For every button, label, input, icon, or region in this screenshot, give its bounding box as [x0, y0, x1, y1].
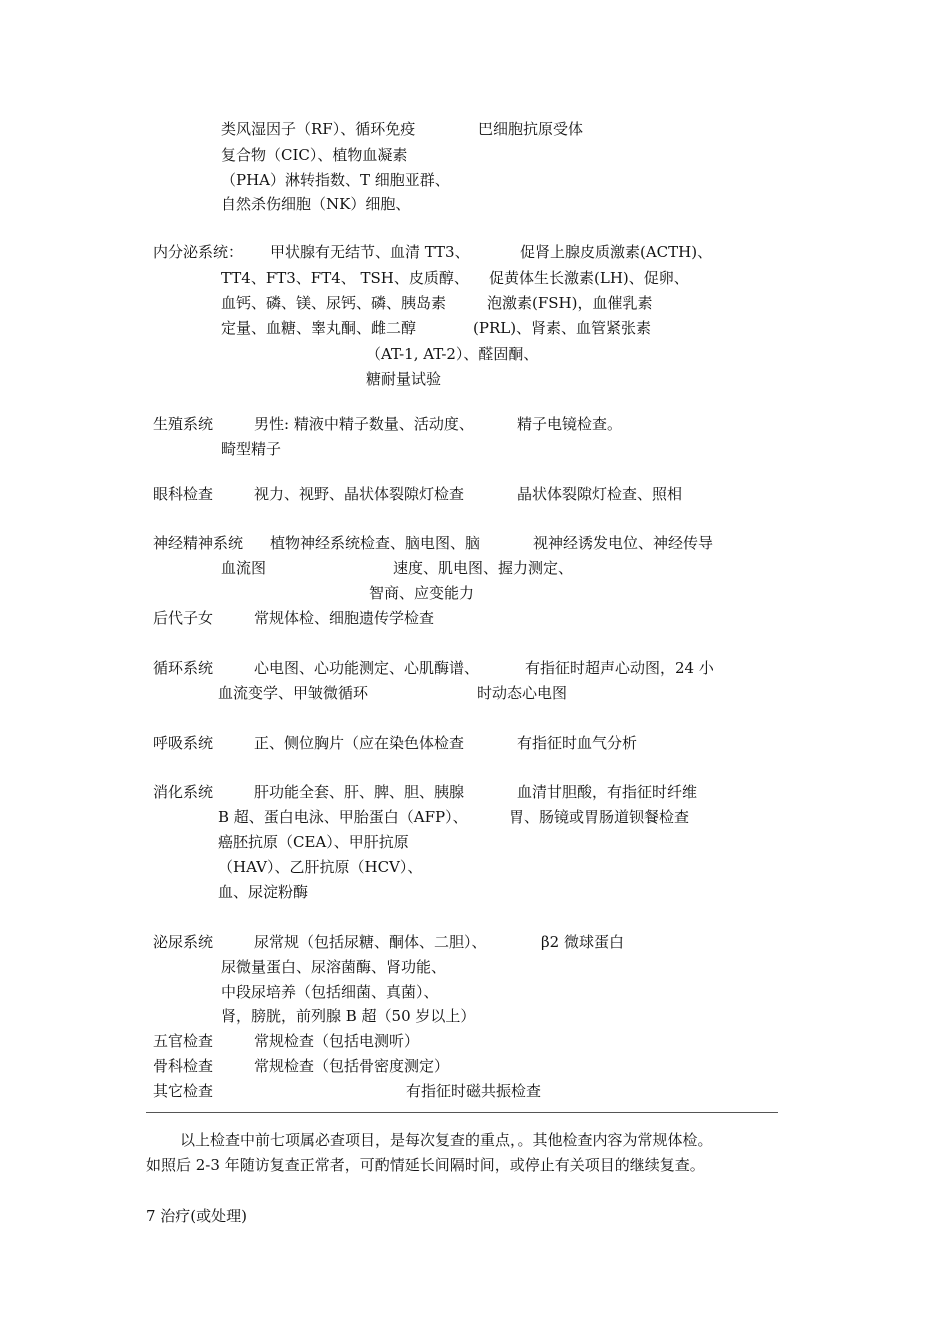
paragraph-line: 以上检查中前七项属必查项目，是每次复查的重点，。其他检查内容为常规体检。 [180, 1131, 713, 1149]
section-label: 五官检查 [153, 1032, 214, 1050]
text-line: 癌胚抗原（CEA）、甲肝抗原 [218, 833, 409, 851]
text-line: 促肾上腺皮质激素(ACTH)、 [520, 243, 713, 261]
text-line: 血、尿淀粉酶 [218, 883, 309, 901]
section-label: 骨科检查 [153, 1057, 214, 1075]
text-line: 胃、肠镜或胃肠道钡餐检查 [509, 808, 690, 826]
text-line: B 超、蛋白电泳、甲胎蛋白（AFP）、 [218, 808, 468, 826]
text-line: 肝功能全套、肝、脾、胆、胰腺 [254, 783, 465, 801]
text-line: 促黄体生长激素(LH)、促卵、 [489, 269, 689, 287]
section-label: 后代子女 [153, 609, 214, 627]
text-line: 常规体检、细胞遗传学检查 [254, 609, 435, 627]
section-label: 其它检查 [153, 1082, 214, 1100]
text-line: 泡激素(FSH)，血催乳素 [487, 294, 653, 312]
text-line: 时动态心电图 [477, 684, 568, 702]
text-line: 复合物（CIC）、植物血凝素 [221, 146, 408, 164]
text-line: 心电图、心功能测定、心肌酶谱、 [254, 659, 480, 677]
text-line: 糖耐量试验 [366, 370, 442, 388]
text-line: 血钙、磷、镁、尿钙、磷、胰岛素 [221, 294, 447, 312]
text-line: (PRL)、肾素、血管紧张素 [473, 319, 652, 337]
text-line: 巴细胞抗原受体 [478, 120, 584, 138]
text-line: 有指征时超声心动图，24 小 [525, 659, 714, 677]
text-line: 常规检查（包括电测听） [254, 1032, 420, 1050]
horizontal-rule [146, 1112, 778, 1113]
text-line: （HAV）、乙肝抗原（HCV）、 [218, 858, 423, 876]
text-line: 常规检查（包括骨密度测定） [254, 1057, 450, 1075]
text-line: 畸型精子 [221, 440, 282, 458]
paragraph-line: 如照后 2-3 年随访复查正常者，可酌情延长间隔时间，或停止有关项目的继续复查。 [146, 1156, 705, 1174]
text-line: 视力、视野、晶状体裂隙灯检查 [254, 485, 465, 503]
section-label: 呼吸系统 [153, 734, 214, 752]
text-line: 血流图 [221, 559, 267, 577]
text-line: 类风湿因子（RF）、循环免疫 [221, 120, 416, 138]
text-line: 血清甘胆酸，有指征时纤维 [517, 783, 698, 801]
text-line: TT4、FT3、FT4、 TSH、皮质醇、 [221, 269, 469, 287]
text-line: 植物神经系统检查、脑电图、脑 [270, 534, 481, 552]
text-line: 正、侧位胸片（应在染色体检查 [254, 734, 465, 752]
section-label: 生殖系统 [153, 415, 214, 433]
text-line: 尿常规（包括尿糖、酮体、二胆）、 [254, 933, 487, 951]
text-line: （PHA）淋转指数、T 细胞亚群、 [221, 171, 450, 189]
text-line: 男性: 精液中精子数量、活动度、 [254, 415, 474, 433]
text-line: 甲状腺有无结节、血清 TT3、 [270, 243, 470, 261]
section-label: 循环系统 [153, 659, 214, 677]
text-line: 精子电镜检查。 [517, 415, 623, 433]
text-line: β2 微球蛋白 [541, 933, 624, 951]
text-line: 视神经诱发电位、神经传导 [533, 534, 714, 552]
text-line: 尿微量蛋白、尿溶菌酶、肾功能、 [221, 958, 447, 976]
section-label: 消化系统 [153, 783, 214, 801]
section-heading: 7 治疗(或处理) [146, 1207, 248, 1225]
text-line: 自然杀伤细胞（NK）细胞、 [221, 195, 411, 213]
text-line: 有指征时磁共振检查 [406, 1082, 542, 1100]
text-line: 中段尿培养（包括细菌、真菌）、 [221, 983, 439, 1001]
text-line: 晶状体裂隙灯检查、照相 [517, 485, 683, 503]
section-label: 神经精神系统 [153, 534, 244, 552]
section-label: 内分泌系统： [153, 243, 244, 261]
text-line: （AT-1, AT-2）、醛固酮、 [366, 345, 539, 363]
text-line: 定量、血糖、睾丸酮、雌二醇 [221, 319, 417, 337]
text-line: 智商、应变能力 [369, 584, 475, 602]
section-label: 眼科检查 [153, 485, 214, 503]
section-label: 泌尿系统 [153, 933, 214, 951]
text-line: 速度、肌电图、握力测定、 [393, 559, 574, 577]
text-line: 血流变学、甲皱微循环 [218, 684, 369, 702]
text-line: 有指征时血气分析 [517, 734, 638, 752]
text-line: 肾，膀胱，前列腺 B 超（50 岁以上） [221, 1007, 476, 1025]
